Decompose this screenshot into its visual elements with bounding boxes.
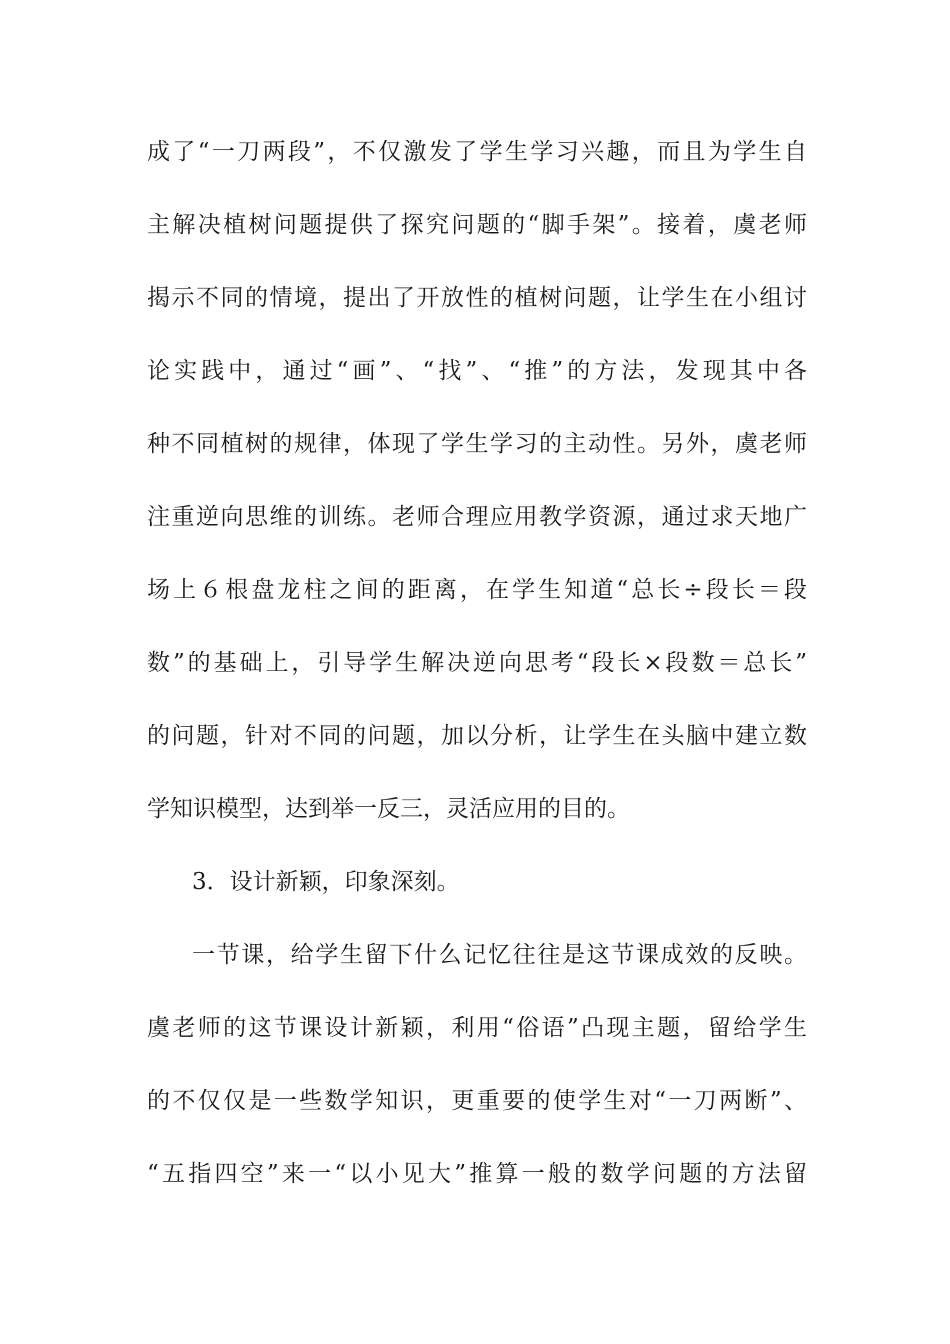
paragraph-line-12: 一节课，给学生留下什么记忆往往是这节课成效的反映。 [192,942,807,968]
paragraph-line-14: 的不仅仅是一些数学知识，更重要的使学生对“一刀两断”、 [147,1088,807,1114]
paragraph-line-6: 注重逆向思维的训练。老师合理应用教学资源，通过求天地广 [147,504,807,530]
paragraph-line-3: 揭示不同的情境，提出了开放性的植树问题，让学生在小组讨 [147,285,807,311]
paragraph-line-15: “五指四空”来一“以小见大”推算一般的数学问题的方法留 [147,1161,807,1187]
paragraph-line-5: 种不同植树的规律，体现了学生学习的主动性。另外，虞老师 [147,431,807,457]
paragraph-line-10: 学知识模型，达到举一反三，灵活应用的目的。 [147,796,630,822]
paragraph-line-8: 数”的基础上，引导学生解决逆向思考“段长×段数＝总长” [147,650,807,676]
paragraph-line-4: 论实践中，通过“画”、“找”、“推”的方法，发现其中各 [147,358,807,384]
paragraph-line-9: 的问题，针对不同的问题，加以分析，让学生在头脑中建立数 [147,723,807,749]
paragraph-line-13: 虞老师的这节课设计新颖，利用“俗语”凸现主题，留给学生 [147,1015,807,1041]
paragraph-line-2: 主解决植树问题提供了探究问题的“脚手架”。接着，虞老师 [147,212,807,238]
paragraph-line-1: 成了“一刀两段”，不仅激发了学生学习兴趣，而且为学生自 [147,139,807,165]
paragraph-line-7: 场上６根盘龙柱之间的距离，在学生知道“总长÷段长＝段 [147,577,807,603]
section-heading: 3．设计新颖，印象深刻。 [192,869,460,895]
